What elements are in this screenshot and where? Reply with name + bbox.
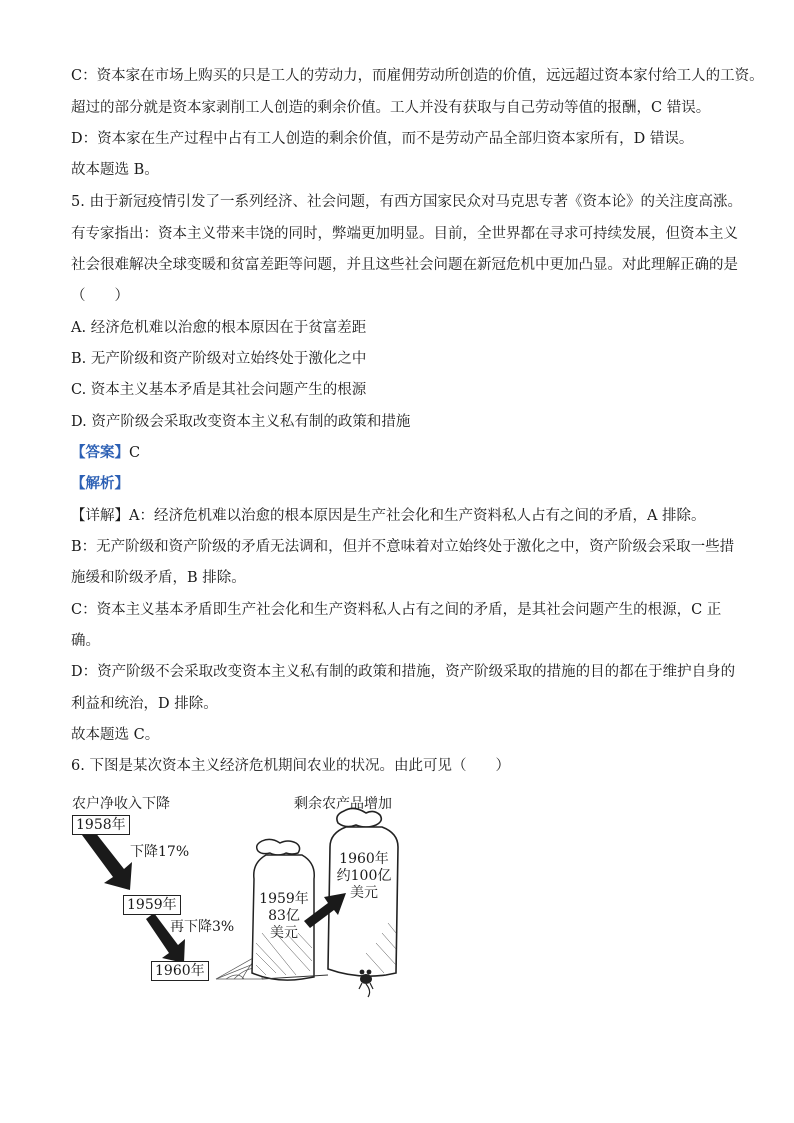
detail-line: B：无产阶级和资产阶级的矛盾无法调和，但并不意味着对立始终处于激化之中，资产阶级会采取一些措: [71, 539, 735, 555]
detail-line: 确。: [71, 633, 100, 649]
year-box-1960: 1960年: [151, 961, 209, 981]
text-line: D：资本家在生产过程中占有工人创造的剩余价值，而不是劳动产品全部归资本家所有，D 错误。: [71, 131, 694, 147]
question-6-figure: [66, 783, 426, 1005]
detail-line: 【详解】A：经济危机难以治愈的根本原因是生产社会化和生产资料私人占有之间的矛盾，A 排除。: [71, 508, 706, 524]
text-line: 故本题选 B。: [71, 162, 159, 178]
answer-blank: （ ）: [71, 288, 129, 304]
bag-1960-label: 1960年 约100亿 美元: [336, 851, 392, 901]
detail-line: C：资本主义基本矛盾即生产社会化和生产资料私人占有之间的矛盾，是其社会问题产生的根源，C 正: [71, 602, 722, 618]
analysis-tag: 【解析】: [71, 475, 129, 492]
right-figure-title: 剩余农产品增加: [294, 796, 392, 812]
question-6-stem: 6. 下图是某次资本主义经济危机期间农业的状况。由此可见（ ）: [71, 758, 510, 774]
bag-1959-label: 1959年 83亿 美元: [259, 891, 309, 941]
left-figure-title: 农户净收入下降: [72, 796, 170, 812]
detail-line: D：资产阶级不会采取改变资本主义私有制的政策和措施，资产阶级采取的措施的目的都在于维护自身的: [71, 664, 736, 680]
option-c: C. 资本主义基本矛盾是其社会问题产生的根源: [71, 382, 367, 398]
drop-label-2: 再下降3%: [170, 919, 235, 935]
analysis-line: [71, 474, 129, 494]
drop-label-1: 下降17%: [130, 844, 190, 860]
option-d: D. 资产阶级会采取改变资本主义私有制的政策和措施: [71, 414, 411, 430]
year-box-1959: 1959年: [123, 895, 181, 915]
detail-line: 施缓和阶级矛盾，B 排除。: [71, 570, 246, 586]
detail-line: 故本题选 C。: [71, 727, 160, 743]
option-b: B. 无产阶级和资产阶级对立始终处于激化之中: [71, 351, 367, 367]
question-5-stem: 社会很难解决全球变暖和贫富差距等问题，并且这些社会问题在新冠危机中更加凸显。对此理解正确的是: [71, 257, 738, 273]
text-line: C：资本家在市场上购买的只是工人的劳动力，而雇佣劳动所创造的价值，远远超过资本家付给工人的工资。: [71, 68, 764, 84]
answer-value: C: [129, 445, 141, 461]
down-arrow-icon: [82, 827, 132, 890]
detail-line: 利益和统治，D 排除。: [71, 696, 218, 712]
year-box-1958: 1958年: [72, 815, 130, 835]
answer-tag: 【答案】: [71, 444, 129, 461]
question-5-stem: 5. 由于新冠疫情引发了一系列经济、社会问题，有西方国家民众对马克思专著《资本论》的关注度高涨。: [71, 194, 742, 210]
option-a: A. 经济危机难以治愈的根本原因在于贫富差距: [71, 320, 367, 336]
text-line: 超过的部分就是资本家剥削工人创造的剩余价值。工人并没有获取与自己劳动等值的报酬，C 错误。: [71, 100, 711, 116]
question-5-stem: 有专家指出：资本主义带来丰饶的同时，弊端更加明显。目前，全世界都在寻求可持续发展，但资本主义: [71, 226, 738, 242]
answer-line: [71, 443, 140, 463]
